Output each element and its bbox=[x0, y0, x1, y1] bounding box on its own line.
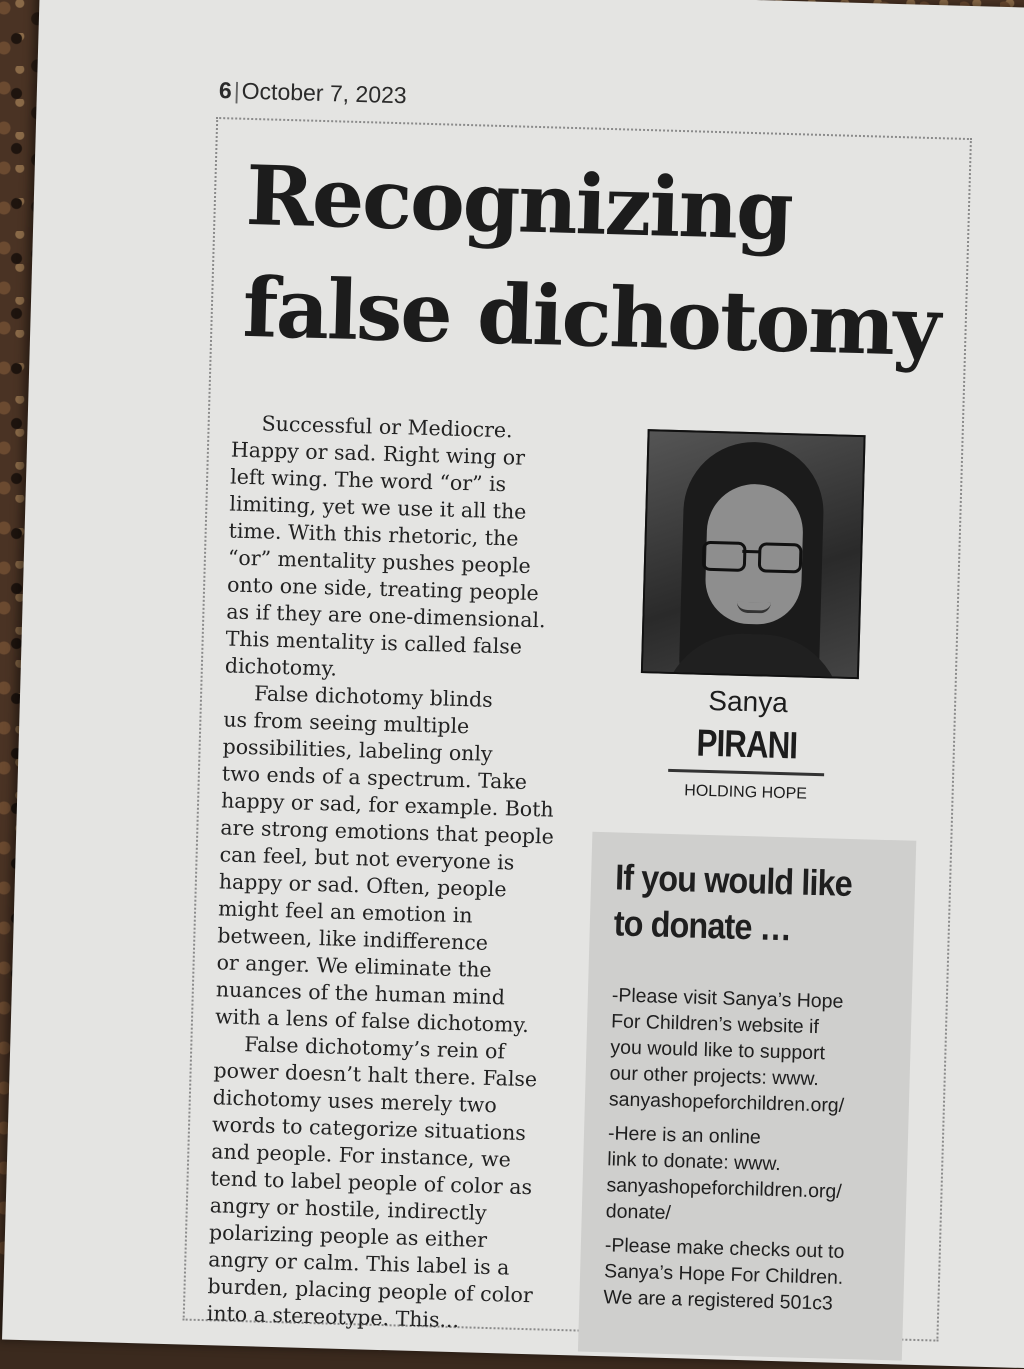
article-paragraph bbox=[225, 410, 582, 690]
article-line: Happy or sad. Right wing or bbox=[230, 437, 526, 470]
article-line: This mentality is called false bbox=[225, 626, 523, 659]
article-line: or anger. We eliminate the bbox=[216, 950, 492, 982]
article-paragraph bbox=[206, 1030, 564, 1337]
article-line: two ends of a spectrum. Take bbox=[221, 761, 528, 794]
article-line: dichotomy uses merely two bbox=[212, 1085, 498, 1118]
article-line: possibilities, labeling only bbox=[222, 734, 493, 766]
article-headline bbox=[241, 140, 943, 383]
page-number: 6 bbox=[218, 77, 233, 104]
article-line: Successful or Mediocre. bbox=[261, 411, 513, 443]
donate-item bbox=[603, 1232, 905, 1318]
donate-item-line: Sanya’s Hope For Children. bbox=[603, 1260, 844, 1289]
article-line: angry or calm. This label is a bbox=[208, 1247, 510, 1280]
donate-item-line: you would like to support bbox=[610, 1036, 826, 1065]
article-paragraph bbox=[215, 679, 575, 1040]
author-photo bbox=[641, 429, 866, 679]
newspaper-page bbox=[2, 0, 1024, 1369]
article-body bbox=[206, 410, 581, 1337]
donate-item bbox=[605, 1120, 908, 1232]
headline-line: false dichotomy bbox=[241, 259, 941, 376]
donate-item-line: donate/ bbox=[605, 1200, 672, 1225]
headline-line: Recognizing bbox=[244, 147, 793, 260]
article-frame bbox=[183, 117, 972, 1342]
article-line: dichotomy. bbox=[224, 653, 338, 681]
donate-item bbox=[609, 982, 913, 1120]
article-line: as if they are one-dimensional. bbox=[226, 599, 546, 633]
donate-item-line: For Children’s website if bbox=[610, 1010, 820, 1039]
author-byline bbox=[635, 683, 858, 805]
author-last-name: PIRANI bbox=[695, 722, 798, 768]
article-line: into a stereotype. This... bbox=[206, 1301, 460, 1333]
donate-item-line: sanyashopeforchildren.org/ bbox=[606, 1174, 843, 1203]
donate-heading-line: to donate … bbox=[613, 902, 792, 949]
column-name: HOLDING HOPE bbox=[684, 782, 808, 803]
article-line: with a lens of false dichotomy. bbox=[214, 1004, 530, 1038]
article-line: polarizing people as either bbox=[208, 1220, 488, 1252]
article-line: “or” mentality pushes people bbox=[227, 545, 532, 578]
donate-item-line: -Please visit Sanya’s Hope bbox=[611, 984, 844, 1013]
article-line: power doesn’t halt there. False bbox=[213, 1058, 538, 1092]
donate-heading bbox=[613, 854, 876, 953]
article-line: False dichotomy blinds bbox=[253, 681, 494, 712]
donate-heading-line: If you would like bbox=[614, 856, 853, 905]
donate-sidebar bbox=[578, 832, 916, 1361]
article-line: us from seeing multiple bbox=[223, 707, 470, 739]
article-line: can feel, but not everyone is bbox=[219, 842, 515, 875]
page-folio bbox=[219, 77, 407, 109]
donate-item-line: -Please make checks out to bbox=[604, 1234, 845, 1263]
article-line: False dichotomy’s rein of bbox=[244, 1032, 506, 1064]
article-line: might feel an emotion in bbox=[217, 896, 473, 928]
donate-item-line: -Here is an online bbox=[607, 1122, 762, 1149]
donate-items bbox=[603, 982, 912, 1326]
article-line: burden, placing people of color bbox=[207, 1274, 534, 1308]
article-line: left wing. The word “or” is bbox=[229, 464, 507, 497]
article-line: words to categorize situations bbox=[211, 1112, 527, 1146]
donate-item-line: link to donate: www. bbox=[606, 1148, 781, 1176]
article-line: happy or sad, for example. Both bbox=[220, 788, 554, 822]
donate-item-line: We are a registered 501c3 bbox=[603, 1286, 834, 1315]
article-line: tend to label people of color as bbox=[210, 1166, 533, 1200]
author-first-name: Sanya bbox=[708, 684, 789, 719]
article-line: between, like indifference bbox=[217, 923, 489, 955]
article-line: and people. For instance, we bbox=[211, 1139, 512, 1172]
article-line: onto one side, treating people bbox=[226, 572, 540, 606]
folio-divider: | bbox=[233, 77, 241, 104]
article-line: angry or hostile, indirectly bbox=[209, 1193, 488, 1225]
article-line: happy or sad. Often, people bbox=[218, 869, 507, 902]
donate-item-line: our other projects: www. bbox=[609, 1062, 820, 1091]
issue-date: October 7, 2023 bbox=[241, 77, 408, 109]
article-line: nuances of the human mind bbox=[215, 977, 506, 1010]
article-line: limiting, yet we use it all the bbox=[229, 491, 527, 524]
donate-item-line: sanyashopeforchildren.org/ bbox=[608, 1088, 845, 1117]
article-line: are strong emotions that people bbox=[220, 815, 555, 849]
byline-rule bbox=[668, 769, 824, 776]
article-line: time. With this rhetoric, the bbox=[228, 518, 519, 551]
